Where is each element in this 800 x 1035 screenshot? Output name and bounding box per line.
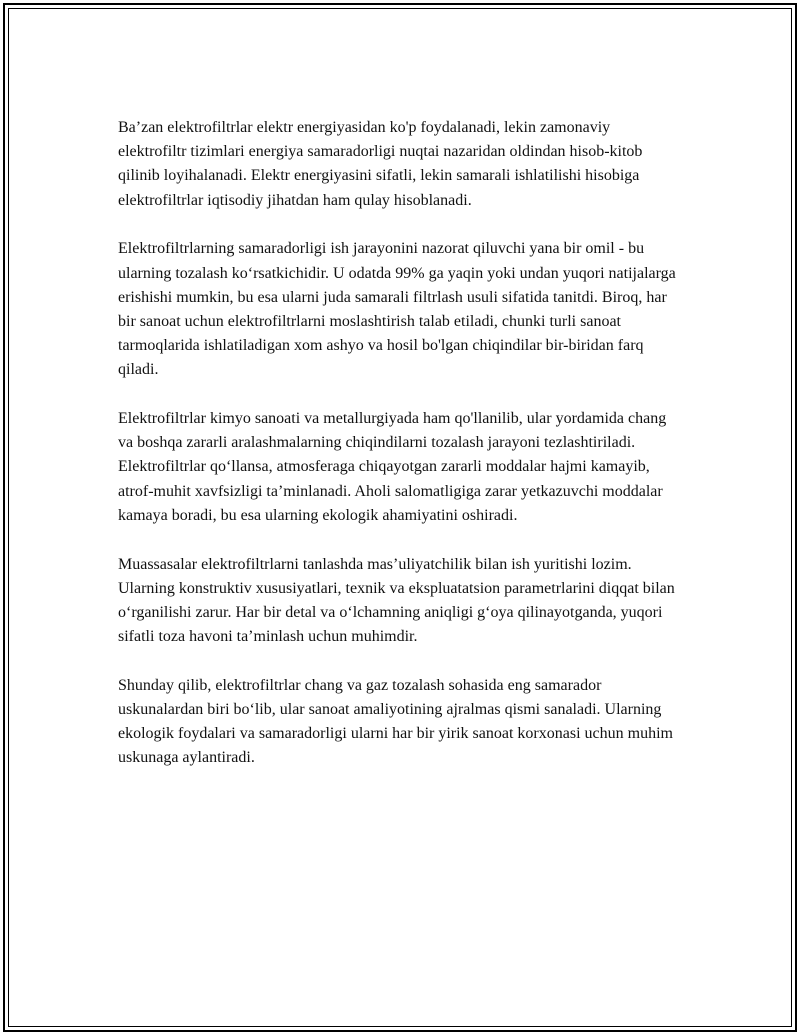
- document-body: [118, 116, 678, 795]
- paragraph-5: Shunday qilib, elektrofiltrlar chang va gaz tozalash sohasida eng samarador uskunalardan biri bo‘lib, ular sanoat amaliyotining ajralmas qismi sanaladi. Ularning ekologik foydalari va samaradorligi ularni har bir yirik sanoat korxonasi uchun muhim uskunaga aylantiradi.: [118, 676, 673, 767]
- paragraph-3: Elektrofiltrlar kimyo sanoati va metallurgiyada ham qo'llanilib, ular yordamida chang va boshqa zararli aralashmalarning chiqindilarni tozalash jarayoni tezlashtiriladi. Elektrofiltrlar qo‘llansa, atmosferaga chiqayotgan zararli moddalar hajmi kamayib, atrof-muhit xavfsizligi ta’minlanadi. Aholi salomatligiga zarar yetkazuvchi moddalar kamaya boradi, bu esa ularning ekologik ahamiyatini oshiradi.: [118, 410, 667, 524]
- paragraph-1: Ba’zan elektrofiltrlar elektr energiyasidan ko'p foydalanadi, lekin zamonaviy elektrofiltr tizimlari energiya samaradorligi nuqtai nazaridan oldindan hisob-kitob qilinib loyihalanadi. Elektr energiyasini sifatli, lekin samarali ishlatilishi hisobiga elektrofiltrlar iqtisodiy jihatdan ham qulay hisoblanadi.: [118, 119, 643, 209]
- paragraph-2: Elektrofiltrlarning samaradorligi ish jarayonini nazorat qiluvchi yana bir omil - bu ularning tozalash ko‘rsatkichidir. U odatda 99% ga yaqin yoki undan yuqori natijalarga erishishi mumkin, bu esa ularni juda samarali filtrlash usuli sifatida tanitdi. Biroq, har bir sanoat uchun elektrofiltrlarni moslashtirish talab etiladi, chunki turli sanoat tarmoqlarida ishlatiladigan xom ashyo va hosil bo'lgan chiqindilar bir-biridan farq qiladi.: [118, 240, 676, 379]
- paragraph-4: Muassasalar elektrofiltrlarni tanlashda mas’uliyatchilik bilan ish yuritishi lozim. Ularning konstruktiv xususiyatlari, texnik va ekspluatatsion parametrlarini diqqat bilan o‘rganilishi zarur. Har bir detal va o‘lchamning aniqligi g‘oya qilinayotganda, yuqori sifatli toza havoni ta’minlash uchun muhimdir.: [118, 555, 675, 646]
